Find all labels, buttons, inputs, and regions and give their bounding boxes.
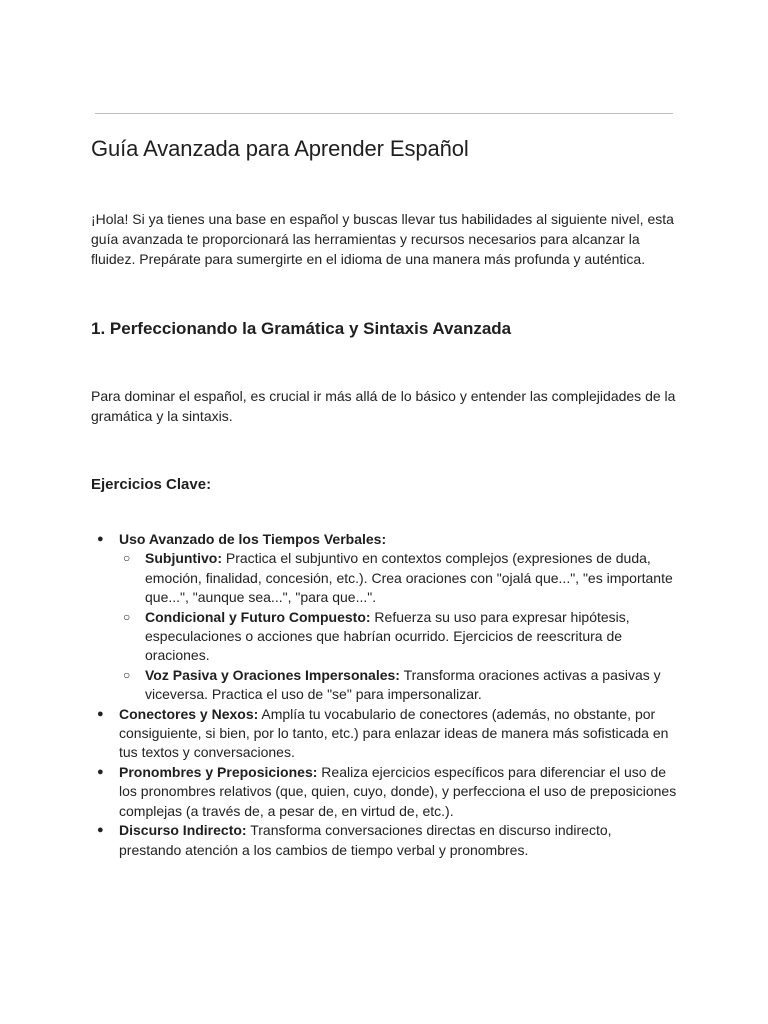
sub-list	[119, 549, 677, 704]
item-text: Amplía tu vocabulario de conectores (además, no obstante, por consiguiente, si bien, por lo tanto, etc.) para enlazar ideas de manera más sofisticada en tus textos y conversaciones.	[119, 705, 669, 761]
sub-list-item	[119, 549, 677, 607]
horizontal-rule	[95, 113, 673, 114]
bullet-icon: ●	[97, 765, 104, 778]
list-item	[91, 530, 677, 705]
circle-bullet-icon: ○	[123, 551, 131, 566]
page-title: Guía Avanzada para Aprender Español	[91, 136, 469, 161]
item-title: Uso Avanzado de los Tiempos Verbales:	[119, 531, 387, 547]
section-paragraph: Para dominar el español, es crucial ir más allá de lo básico y entender las complejidades de la gramática y la sintaxis.	[91, 388, 676, 424]
list-item	[91, 705, 677, 763]
circle-bullet-icon: ○	[123, 609, 131, 624]
sub-list-item	[119, 666, 677, 705]
item-title: Discurso Indirecto:	[119, 822, 247, 839]
item-title: Subjuntivo:	[145, 550, 222, 567]
item-text: Transforma conversaciones directas en discurso indirecto, prestando atención a los cambios de tiempo verbal y pronombres.	[119, 822, 612, 858]
item-title: Voz Pasiva y Oraciones Impersonales:	[145, 666, 400, 683]
exercises-subheading: Ejercicios Clave:	[91, 476, 212, 493]
bullet-icon: ●	[97, 824, 104, 837]
circle-bullet-icon: ○	[123, 667, 131, 682]
bullet-icon: ●	[97, 707, 104, 720]
item-title: Condicional y Futuro Compuesto:	[145, 608, 371, 625]
sub-list-item	[119, 608, 677, 666]
item-text: Practica el subjuntivo en contextos complejos (expresiones de duda, emoción, finalidad, concesión, etc.). Crea oraciones con "ojalá que...", "es importante que...", "aunque sea...", "para que...".	[145, 550, 673, 606]
exercise-list	[91, 530, 677, 860]
bullet-icon: ●	[97, 533, 104, 545]
intro-paragraph: ¡Hola! Si ya tienes una base en español y buscas llevar tus habilidades al siguiente nivel, esta guía avanzada te proporcionará las herramientas y recursos necesarios para alcanzar la fluidez. Prepárate para sumergirte en el idioma de una manera más profunda y auténtica.	[91, 211, 674, 267]
item-text: Refuerza su uso para expresar hipótesis, especulaciones o acciones que habrían ocurrido. Ejercicios de reescritura de oraciones.	[145, 608, 630, 664]
item-text: Transforma oraciones activas a pasivas y viceversa. Practica el uso de "se" para impersonalizar.	[145, 666, 661, 703]
list-item	[91, 763, 677, 821]
item-title: Pronombres y Preposiciones:	[119, 763, 318, 780]
item-title: Conectores y Nexos:	[119, 705, 259, 722]
section-heading: 1. Perfeccionando la Gramática y Sintaxis Avanzada	[91, 319, 512, 338]
item-text: Realiza ejercicios específicos para diferenciar el uso de los pronombres relativos (que, quien, cuyo, donde), y perfecciona el uso de preposiciones complejas (a través de, a pesar de, en virtud de, etc.).	[119, 763, 677, 819]
list-item	[91, 821, 677, 860]
